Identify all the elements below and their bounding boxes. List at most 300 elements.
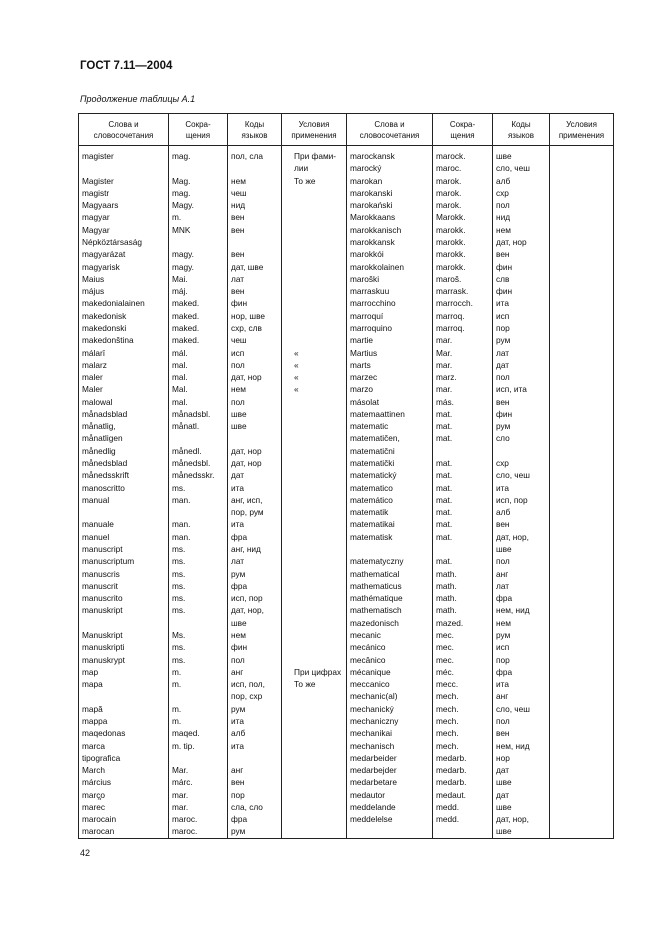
table-cell bbox=[282, 752, 347, 764]
table-cell: ms. bbox=[169, 543, 228, 555]
table-row bbox=[79, 568, 614, 580]
table-caption: Продолжение таблицы А.1 bbox=[80, 94, 196, 104]
table-cell bbox=[550, 273, 614, 285]
table-cell: шве bbox=[493, 825, 550, 837]
table-row bbox=[79, 175, 614, 187]
table-cell: manuel bbox=[79, 531, 169, 543]
table-cell: månedlig bbox=[79, 445, 169, 457]
table-cell: mathematical bbox=[347, 568, 433, 580]
table-cell: map bbox=[79, 666, 169, 678]
table-cell bbox=[550, 224, 614, 236]
table-cell: шве bbox=[493, 150, 550, 162]
table-row bbox=[79, 420, 614, 432]
table-cell: Magyaars bbox=[79, 199, 169, 211]
table-cell: maked. bbox=[169, 297, 228, 309]
table-cell: сло, чеш bbox=[493, 703, 550, 715]
table-cell: пол bbox=[493, 371, 550, 383]
table-cell: дат bbox=[493, 359, 550, 371]
table-cell: mat. bbox=[433, 469, 493, 481]
table-cell: meddelande bbox=[347, 801, 433, 813]
table-cell: фин bbox=[228, 297, 282, 309]
table-cell: maroc. bbox=[433, 162, 493, 174]
table-cell: March bbox=[79, 764, 169, 776]
table-cell: mécanique bbox=[347, 666, 433, 678]
table-cell bbox=[550, 396, 614, 408]
table-cell: mat. bbox=[433, 482, 493, 494]
table-cell: mechanický bbox=[347, 703, 433, 715]
table-cell: ms. bbox=[169, 568, 228, 580]
table-row bbox=[79, 789, 614, 801]
table-cell bbox=[228, 432, 282, 444]
table-row bbox=[79, 727, 614, 739]
table-cell: marokan bbox=[347, 175, 433, 187]
table-row bbox=[79, 494, 614, 506]
table-cell bbox=[550, 420, 614, 432]
table-cell: marec bbox=[79, 801, 169, 813]
table-cell: дат, нор, bbox=[228, 604, 282, 616]
table-cell bbox=[79, 162, 169, 174]
table-cell: « bbox=[282, 383, 347, 395]
table-cell: фин bbox=[493, 261, 550, 273]
table-row bbox=[79, 654, 614, 666]
table-cell: пор bbox=[493, 322, 550, 334]
table-row bbox=[79, 359, 614, 371]
table-cell: maroški bbox=[347, 273, 433, 285]
table-cell: matematičen, bbox=[347, 432, 433, 444]
table-cell: чеш bbox=[228, 187, 282, 199]
table-cell bbox=[550, 825, 614, 837]
table-cell bbox=[550, 371, 614, 383]
table-cell: шве bbox=[228, 420, 282, 432]
table-cell: medarb. bbox=[433, 776, 493, 788]
table-cell: matematic bbox=[347, 420, 433, 432]
table-cell: лии bbox=[282, 162, 347, 174]
table-cell bbox=[282, 236, 347, 248]
table-cell: ита bbox=[228, 482, 282, 494]
table-cell bbox=[169, 432, 228, 444]
table-cell: При фами- bbox=[282, 150, 347, 162]
column-header: Слова и словосочетания bbox=[347, 114, 433, 146]
table-row bbox=[79, 371, 614, 383]
table-row bbox=[79, 531, 614, 543]
table-cell: malowal bbox=[79, 396, 169, 408]
table-cell: mecanic bbox=[347, 629, 433, 641]
table-cell bbox=[282, 248, 347, 260]
table-cell: mechanisch bbox=[347, 740, 433, 752]
table-cell bbox=[169, 690, 228, 702]
table-cell: лат bbox=[228, 555, 282, 567]
table-cell: сло, чеш bbox=[493, 162, 550, 174]
table-cell: marok. bbox=[433, 199, 493, 211]
table-cell: máj. bbox=[169, 285, 228, 297]
table-cell: фра bbox=[493, 666, 550, 678]
table-cell: пор, рум bbox=[228, 506, 282, 518]
table-cell: нид bbox=[493, 211, 550, 223]
table-row bbox=[79, 396, 614, 408]
table-cell: Mar. bbox=[169, 764, 228, 776]
table-cell: månedsskrift bbox=[79, 469, 169, 481]
table-cell: mech. bbox=[433, 690, 493, 702]
table-cell: medarb. bbox=[433, 752, 493, 764]
table-cell: mar. bbox=[169, 801, 228, 813]
table-cell: анг bbox=[493, 568, 550, 580]
table-cell: magister bbox=[79, 150, 169, 162]
table-cell: рум bbox=[228, 825, 282, 837]
table-cell bbox=[169, 752, 228, 764]
table-cell: magyarázat bbox=[79, 248, 169, 260]
table-cell: mathématique bbox=[347, 592, 433, 604]
empty-cell bbox=[169, 838, 228, 839]
table-cell: Maler bbox=[79, 383, 169, 395]
table-cell bbox=[550, 310, 614, 322]
table-cell: månedsbl. bbox=[169, 457, 228, 469]
table-cell: вен bbox=[228, 224, 282, 236]
table-cell: Manuskript bbox=[79, 629, 169, 641]
table-cell bbox=[169, 506, 228, 518]
table-row bbox=[79, 432, 614, 444]
table-cell: пол, сла bbox=[228, 150, 282, 162]
table-cell bbox=[550, 776, 614, 788]
table-cell: То же bbox=[282, 678, 347, 690]
table-cell: ита bbox=[228, 518, 282, 530]
table-cell bbox=[550, 690, 614, 702]
table-cell: març̧o bbox=[79, 789, 169, 801]
table-cell: нид bbox=[228, 199, 282, 211]
table-cell: marockansk bbox=[347, 150, 433, 162]
table-cell: m. bbox=[169, 666, 228, 678]
table-cell: ms. bbox=[169, 482, 228, 494]
table-cell: man. bbox=[169, 531, 228, 543]
table-cell: вен bbox=[493, 396, 550, 408]
table-cell bbox=[282, 617, 347, 629]
table-row bbox=[79, 236, 614, 248]
table-cell: marz. bbox=[433, 371, 493, 383]
table-cell: mech. bbox=[433, 715, 493, 727]
table-cell: marokanski bbox=[347, 187, 433, 199]
table-cell: más. bbox=[433, 396, 493, 408]
table-cell: Ms. bbox=[169, 629, 228, 641]
table-row bbox=[79, 543, 614, 555]
table-cell bbox=[282, 506, 347, 518]
table-cell: дат, нор bbox=[493, 236, 550, 248]
table-cell: månedl. bbox=[169, 445, 228, 457]
table-cell: május bbox=[79, 285, 169, 297]
table-cell: magy. bbox=[169, 248, 228, 260]
table-row bbox=[79, 297, 614, 309]
table-cell: március bbox=[79, 776, 169, 788]
table-cell: mal. bbox=[169, 359, 228, 371]
table-cell: maroc. bbox=[169, 813, 228, 825]
page-number: 42 bbox=[80, 848, 91, 858]
table-cell: алб bbox=[493, 506, 550, 518]
table-row bbox=[79, 629, 614, 641]
table-cell: marocký bbox=[347, 162, 433, 174]
table-cell: makedonisk bbox=[79, 310, 169, 322]
table-cell: marocain bbox=[79, 813, 169, 825]
table-cell: marok. bbox=[433, 187, 493, 199]
table-cell: исп, ита bbox=[493, 383, 550, 395]
table-cell bbox=[550, 666, 614, 678]
table-cell bbox=[282, 261, 347, 273]
table-cell bbox=[282, 445, 347, 457]
table-cell bbox=[550, 506, 614, 518]
table-cell: пор bbox=[228, 789, 282, 801]
table-cell bbox=[228, 162, 282, 174]
table-cell: нем bbox=[228, 629, 282, 641]
table-cell bbox=[282, 285, 347, 297]
table-row bbox=[79, 322, 614, 334]
table-cell: marokkolainen bbox=[347, 261, 433, 273]
table-cell: схр bbox=[493, 457, 550, 469]
table-cell: mat. bbox=[433, 432, 493, 444]
table-cell: mecc. bbox=[433, 678, 493, 690]
table-cell bbox=[282, 580, 347, 592]
table-cell: Mar. bbox=[433, 347, 493, 359]
table-cell: исп bbox=[493, 310, 550, 322]
table-cell: m. bbox=[169, 678, 228, 690]
table-cell: marokkanisch bbox=[347, 224, 433, 236]
table-cell: m. bbox=[169, 703, 228, 715]
table-cell: лат bbox=[228, 273, 282, 285]
table-cell: malarz bbox=[79, 359, 169, 371]
table-cell: Magyar bbox=[79, 224, 169, 236]
column-header: Условия применения bbox=[282, 114, 347, 146]
table-cell: сло, чеш bbox=[493, 469, 550, 481]
table-cell: mag. bbox=[169, 150, 228, 162]
table-cell: шве bbox=[493, 801, 550, 813]
table-cell: исп, пор bbox=[493, 494, 550, 506]
table-cell bbox=[493, 445, 550, 457]
table-cell: mech. bbox=[433, 740, 493, 752]
table-cell bbox=[550, 248, 614, 260]
table-cell: Martius bbox=[347, 347, 433, 359]
table-cell bbox=[550, 629, 614, 641]
table-cell: mál. bbox=[169, 347, 228, 359]
table-cell: marroq. bbox=[433, 322, 493, 334]
table-cell bbox=[550, 678, 614, 690]
table-cell: mat. bbox=[433, 531, 493, 543]
table-cell: matematični bbox=[347, 445, 433, 457]
table-cell: mal. bbox=[169, 371, 228, 383]
empty-cell bbox=[282, 838, 347, 839]
table-row bbox=[79, 690, 614, 702]
table-cell: mar. bbox=[169, 789, 228, 801]
table-row bbox=[79, 617, 614, 629]
table-cell bbox=[550, 494, 614, 506]
table-cell bbox=[550, 568, 614, 580]
table-cell: Mag. bbox=[169, 175, 228, 187]
table-cell bbox=[282, 690, 347, 702]
table-cell bbox=[282, 727, 347, 739]
table-cell: math. bbox=[433, 604, 493, 616]
table-cell: ms. bbox=[169, 604, 228, 616]
table-cell bbox=[282, 518, 347, 530]
column-header: Сокра- щения bbox=[433, 114, 493, 146]
empty-cell bbox=[433, 838, 493, 839]
table-row bbox=[79, 334, 614, 346]
table-cell: вен bbox=[493, 248, 550, 260]
table-cell bbox=[550, 604, 614, 616]
table-cell: matematyczny bbox=[347, 555, 433, 567]
table-cell: månedsblad bbox=[79, 457, 169, 469]
table-cell bbox=[550, 752, 614, 764]
table-cell: анг bbox=[228, 666, 282, 678]
table-cell: manuscrit bbox=[79, 580, 169, 592]
document-code: ГОСТ 7.11—2004 bbox=[80, 60, 173, 72]
table-cell: mat. bbox=[433, 457, 493, 469]
table-cell bbox=[550, 813, 614, 825]
table-cell: matematico bbox=[347, 482, 433, 494]
table-cell: martie bbox=[347, 334, 433, 346]
table-cell: mec. bbox=[433, 654, 493, 666]
table-cell: нор, шве bbox=[228, 310, 282, 322]
table-cell: marok. bbox=[433, 175, 493, 187]
table-row bbox=[79, 678, 614, 690]
column-header: Условия применения bbox=[550, 114, 614, 146]
table-cell: ита bbox=[493, 678, 550, 690]
table-row bbox=[79, 641, 614, 653]
table-cell bbox=[282, 396, 347, 408]
table-row bbox=[79, 604, 614, 616]
table-cell: maked. bbox=[169, 310, 228, 322]
table-cell bbox=[282, 592, 347, 604]
table-cell bbox=[550, 727, 614, 739]
table-cell bbox=[550, 654, 614, 666]
table-cell: m. bbox=[169, 715, 228, 727]
table-cell: mazed. bbox=[433, 617, 493, 629]
table-cell: mazedonisch bbox=[347, 617, 433, 629]
table-cell: пол bbox=[493, 715, 550, 727]
table-cell: math. bbox=[433, 592, 493, 604]
table-cell bbox=[169, 162, 228, 174]
table-cell bbox=[550, 261, 614, 273]
table-row bbox=[79, 764, 614, 776]
table-cell: mech. bbox=[433, 727, 493, 739]
table-cell: manuskrypt bbox=[79, 654, 169, 666]
table-cell: mal. bbox=[169, 396, 228, 408]
table-row bbox=[79, 162, 614, 174]
table-cell: mapă bbox=[79, 703, 169, 715]
table-cell: marzec bbox=[347, 371, 433, 383]
table-cell bbox=[282, 789, 347, 801]
table-cell: mat. bbox=[433, 518, 493, 530]
table-cell: meddelelse bbox=[347, 813, 433, 825]
table-cell: matemático bbox=[347, 494, 433, 506]
table-cell: лат bbox=[493, 580, 550, 592]
empty-cell bbox=[79, 838, 169, 839]
table-cell: пор, схр bbox=[228, 690, 282, 702]
table-cell: matemaattinen bbox=[347, 408, 433, 420]
table-cell: meccanico bbox=[347, 678, 433, 690]
table-cell bbox=[550, 703, 614, 715]
table-cell: Népköztársaság bbox=[79, 236, 169, 248]
table-cell bbox=[282, 654, 347, 666]
table-cell: manuscript bbox=[79, 543, 169, 555]
table-cell: marroquí bbox=[347, 310, 433, 322]
table-cell bbox=[282, 482, 347, 494]
table-cell: medarbeider bbox=[347, 752, 433, 764]
table-cell bbox=[550, 740, 614, 752]
table-cell: лат bbox=[493, 347, 550, 359]
table-cell: matematički bbox=[347, 457, 433, 469]
table-row bbox=[79, 310, 614, 322]
table-cell: mat. bbox=[433, 420, 493, 432]
table-cell: ита bbox=[493, 297, 550, 309]
table-cell: maroš. bbox=[433, 273, 493, 285]
table-cell: marock. bbox=[433, 150, 493, 162]
table-cell: man. bbox=[169, 494, 228, 506]
table-cell: При цифрах bbox=[282, 666, 347, 678]
table-cell: схр bbox=[493, 187, 550, 199]
table-cell: mech. bbox=[433, 703, 493, 715]
table-cell: То же bbox=[282, 175, 347, 187]
table-cell: пол bbox=[228, 359, 282, 371]
table-cell: дат bbox=[493, 789, 550, 801]
table-cell: « bbox=[282, 371, 347, 383]
table-cell bbox=[282, 825, 347, 837]
table-row bbox=[79, 199, 614, 211]
table-cell: вен bbox=[228, 248, 282, 260]
table-cell: схр, слв bbox=[228, 322, 282, 334]
table-cell: фин bbox=[493, 285, 550, 297]
table-cell: нем, нид bbox=[493, 740, 550, 752]
table-cell: mec. bbox=[433, 629, 493, 641]
table-cell: ms. bbox=[169, 654, 228, 666]
table-cell: исп bbox=[493, 641, 550, 653]
empty-cell bbox=[493, 838, 550, 839]
table-row bbox=[79, 813, 614, 825]
table-cell bbox=[550, 236, 614, 248]
table-cell: дат, нор bbox=[228, 371, 282, 383]
table-cell: пол bbox=[493, 555, 550, 567]
table-cell: mat. bbox=[433, 506, 493, 518]
table-cell bbox=[282, 297, 347, 309]
table-row bbox=[79, 383, 614, 395]
table-cell bbox=[550, 641, 614, 653]
table-cell: maked. bbox=[169, 322, 228, 334]
table-cell bbox=[347, 825, 433, 837]
table-row bbox=[79, 592, 614, 604]
table-cell: фра bbox=[493, 592, 550, 604]
table-cell: tipografica bbox=[79, 752, 169, 764]
table-cell bbox=[282, 408, 347, 420]
table-cell bbox=[79, 506, 169, 518]
table-cell: méc. bbox=[433, 666, 493, 678]
table-cell: medarbetare bbox=[347, 776, 433, 788]
table-cell: рум bbox=[493, 629, 550, 641]
table-cell: вен bbox=[228, 776, 282, 788]
table-cell: manuscrito bbox=[79, 592, 169, 604]
table-cell: medautor bbox=[347, 789, 433, 801]
table-cell: matematický bbox=[347, 469, 433, 481]
table-cell: mag. bbox=[169, 187, 228, 199]
table-cell: mathematisch bbox=[347, 604, 433, 616]
table-cell bbox=[282, 801, 347, 813]
table-cell bbox=[282, 543, 347, 555]
table-cell: дат, нор bbox=[228, 445, 282, 457]
table-row bbox=[79, 825, 614, 837]
table-cell bbox=[550, 445, 614, 457]
table-cell bbox=[550, 617, 614, 629]
table-cell bbox=[282, 531, 347, 543]
table-cell bbox=[282, 568, 347, 580]
table-cell: шве bbox=[228, 617, 282, 629]
table-row bbox=[79, 285, 614, 297]
table-cell: Mai. bbox=[169, 273, 228, 285]
table-cell: mapa bbox=[79, 678, 169, 690]
table-cell: marokk. bbox=[433, 248, 493, 260]
table-cell: вен bbox=[228, 211, 282, 223]
